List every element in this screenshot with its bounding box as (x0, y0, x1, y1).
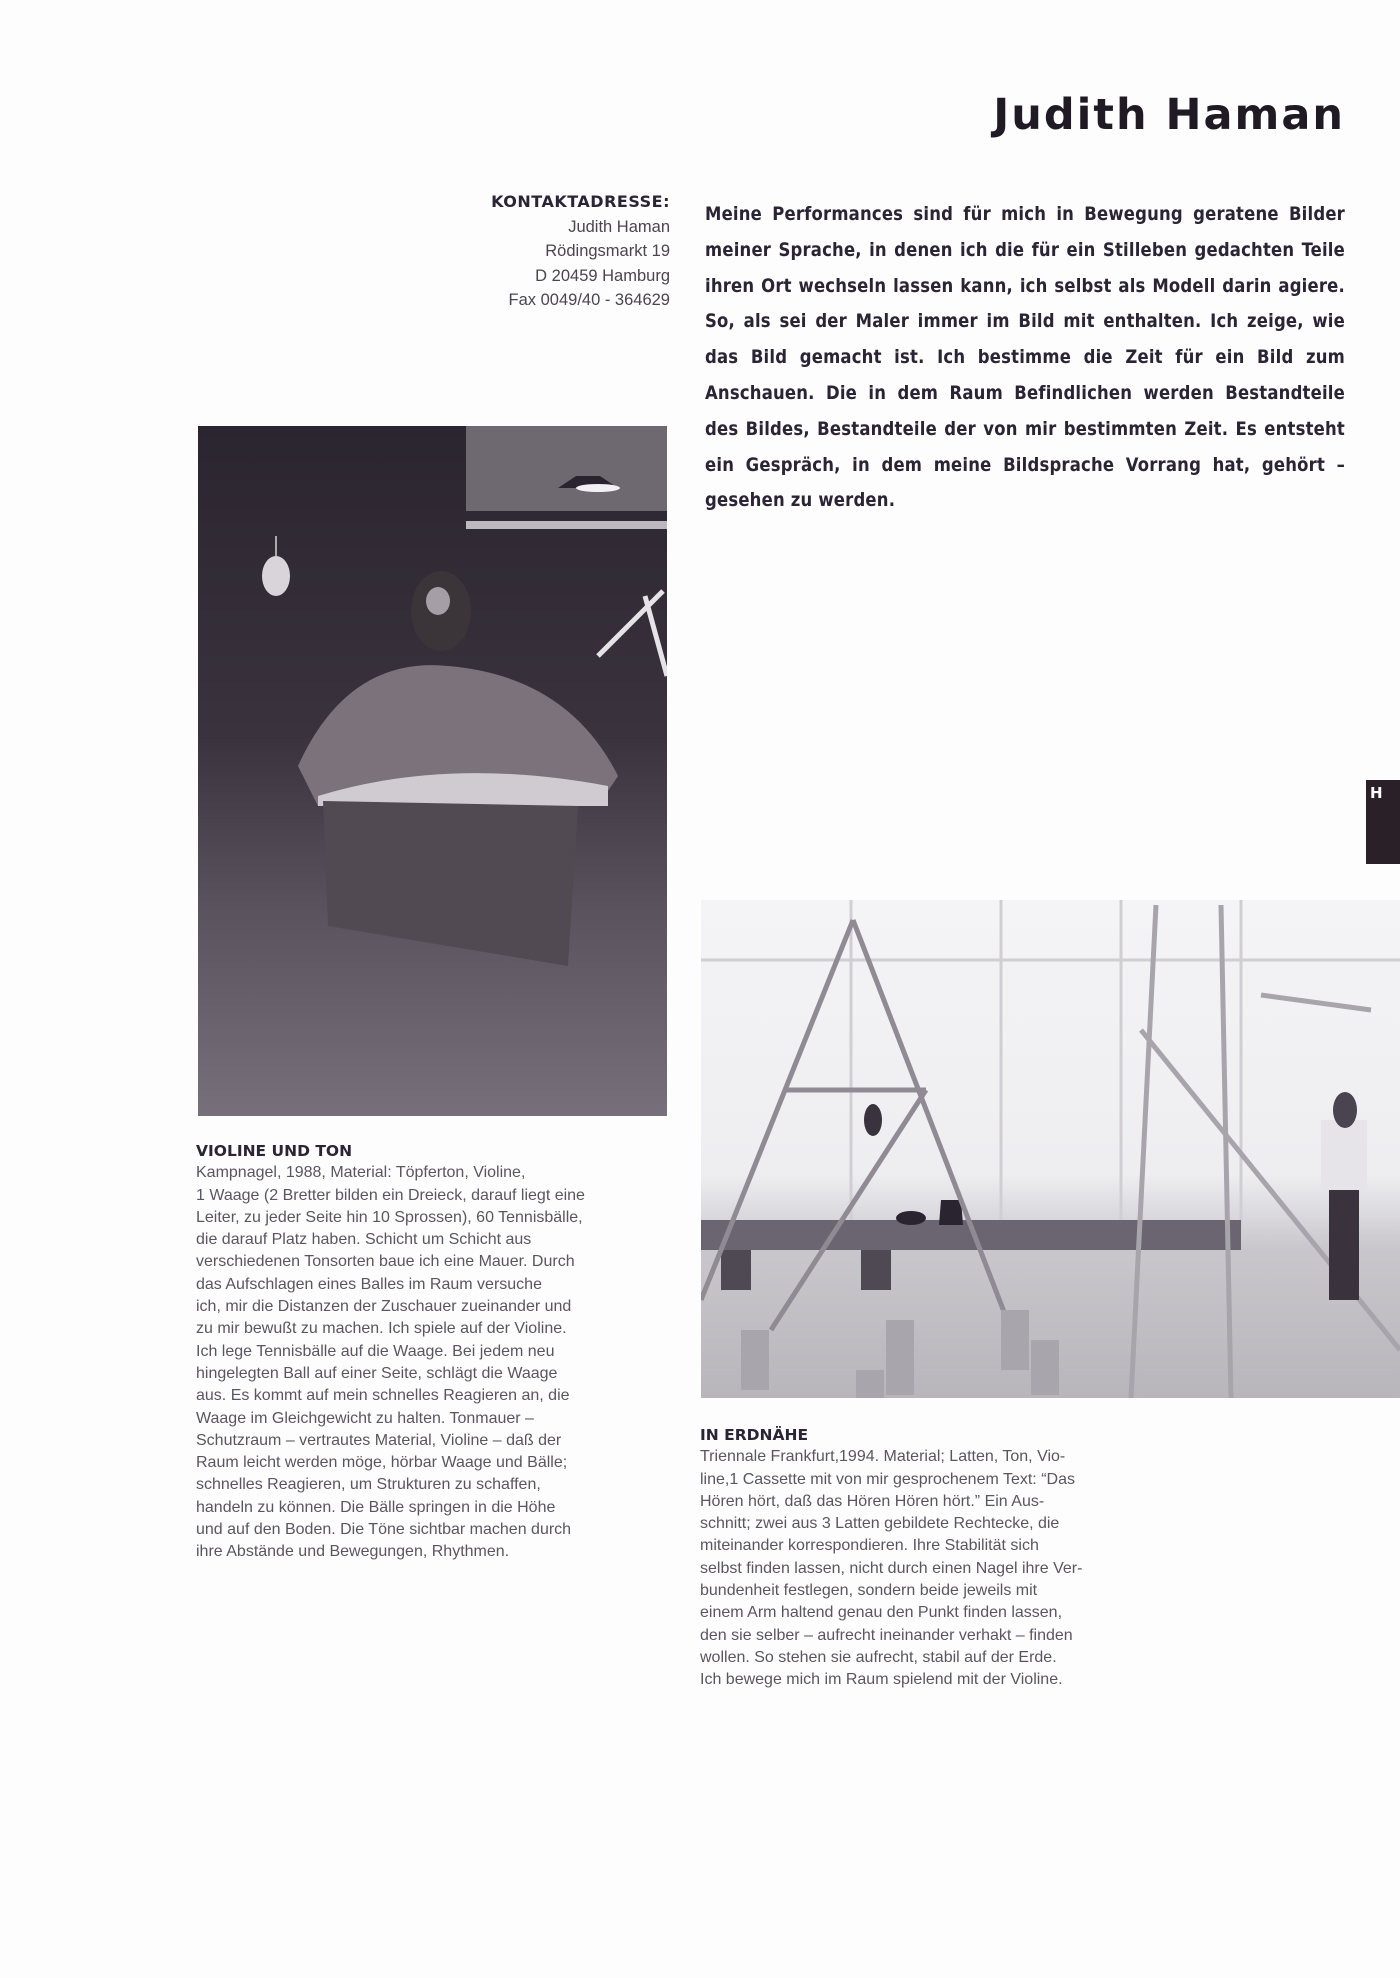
bowl-icon (896, 1211, 926, 1225)
contact-name: Judith Haman (568, 217, 670, 236)
performer-face (426, 587, 450, 615)
intro-statement (705, 197, 1345, 519)
clay-pillars (741, 1310, 1059, 1398)
caption-line: Kampnagel, 1988, Material: Töpferton, Violine, (196, 1164, 526, 1182)
caption-line: und auf den Boden. Die Töne sichtbar machen durch (196, 1521, 572, 1539)
violin-icon (262, 556, 290, 596)
bench-leg (721, 1250, 751, 1290)
contact-address (370, 190, 670, 313)
caption-line: das Aufschlagen eines Balles im Raum versuche (196, 1275, 542, 1293)
caption-line: einem Arm haltend genau den Punkt finden lassen, (700, 1604, 1063, 1622)
bench-leg (861, 1250, 891, 1290)
caption-line: Hören hört, daß das Hören Hören hört.” Ein Aus- (700, 1492, 1045, 1510)
caption-in-erdnaehe (700, 1424, 1180, 1692)
caption-line: Raum leicht werden möge, hörbar Waage und Bälle; (196, 1454, 568, 1472)
performer-shirt (1321, 1120, 1367, 1190)
caption-line: Triennale Frankfurt,1994. Material; Latten, Ton, Vio- (700, 1448, 1066, 1466)
caption-line: Schutzraum – vertrautes Material, Violine – daß der (196, 1431, 562, 1449)
caption-line: handeln zu können. Die Bälle springen in die Höhe (196, 1498, 556, 1516)
caption-line: hingelegten Ball auf einer Seite, schlägt die Waage (196, 1364, 558, 1382)
caption-line: schnelles Reagieren, um Strukturen zu schaffen, (196, 1476, 541, 1494)
caption-line: schnitt; zwei aus 3 Latten gebildete Rechtecke, die (700, 1515, 1060, 1533)
section-tab-marker (1366, 780, 1400, 864)
caption-line: wollen. So stehen sie aufrecht, stabil auf der Erde. (700, 1648, 1057, 1666)
caption-line: selbst finden lassen, nicht durch einen Nagel ihre Ver- (700, 1559, 1083, 1577)
performer-figure (1329, 1180, 1359, 1300)
caption-line: Ich lege Tennisbälle auf die Waage. Bei jedem neu (196, 1342, 555, 1360)
caption-line: bundenheit festlegen, sondern beide jeweils mit (700, 1582, 1038, 1600)
caption-line: 1 Waage (2 Bretter bilden ein Dreieck, darauf liegt eine (196, 1186, 585, 1204)
wooden-box (323, 801, 578, 966)
contact-city: D 20459 Hamburg (535, 266, 670, 285)
caption-line: ich, mir die Distanzen der Zuschauer zueinander und (196, 1298, 572, 1316)
contact-fax: Fax 0049/40 - 364629 (508, 291, 670, 309)
caption-line: miteinander korrespondieren. Ihre Stabilität sich (700, 1537, 1039, 1555)
contact-street: Rödingsmarkt 19 (545, 242, 670, 260)
window-frames (701, 900, 1400, 1240)
lamp-light (576, 484, 620, 492)
photo-in-erdnaehe-illustration (701, 900, 1400, 1398)
caption-violine-und-ton (196, 1140, 676, 1564)
violin-icon (864, 1104, 882, 1136)
caption-line: Waage im Gleichgewicht zu halten. Tonmauer – (196, 1409, 534, 1427)
caption-line: line,1 Cassette mit von mir gesprochenem Text: “Das (700, 1470, 1075, 1488)
photo-violine-und-ton-illustration (198, 426, 667, 1116)
section-tab-letter: H (1370, 784, 1383, 802)
back-window (466, 426, 667, 511)
caption-line: zu mir bewußt zu machen. Ich spiele auf der Violine. (196, 1320, 567, 1338)
work-title: IN ERDNÄHE (700, 1426, 809, 1444)
caption-line: die darauf Platz haben. Schicht um Schicht aus (196, 1231, 532, 1249)
page-title: Judith Haman (993, 90, 1345, 140)
window-sill (466, 521, 667, 529)
caption-line: den sie selber – aufrecht ineinander verhakt – finden (700, 1626, 1073, 1644)
jug-icon (939, 1200, 963, 1225)
photo-in-erdnaehe (701, 900, 1400, 1398)
performer-head (1333, 1092, 1357, 1128)
photo-violine-und-ton (198, 426, 667, 1116)
caption-line: aus. Es kommt auf mein schnelles Reagieren an, die (196, 1387, 570, 1405)
work-title: VIOLINE UND TON (196, 1142, 353, 1160)
caption-line: ihre Abstände und Bewegungen, Rhythmen. (196, 1543, 510, 1561)
lath-stand-leg (645, 596, 667, 676)
caption-line: verschiedenen Tonsorten baue ich eine Mauer. Durch (196, 1253, 575, 1271)
caption-line: Ich bewege mich im Raum spielend mit der Violine. (700, 1671, 1063, 1689)
caption-line: Leiter, zu jeder Seite hin 10 Sprossen), 60 Tennisbälle, (196, 1208, 583, 1226)
intro-text: Meine Performances sind für mich in Bewegung geratene Bilder meiner Sprache, in denen ich die für ein Stilleben gedachten Teile ihren Ort wechseln lassen kann, ich selbst als Modell darin agiere. So, als sei der Maler immer im Bild mit enthalten. Ich zeige, wie das Bild gemacht ist. Ich bestimme die Zeit für ein Bild zum Anschauen. Die in dem Raum Befindlichen werden Bestandteile des Bildes, Bestandteile der von mir bestimmten Zeit. Es entsteht ein Gespräch, in dem meine Bildsprache Vorrang hat, gehört – gesehen zu werden. (705, 204, 1345, 512)
contact-label: KONTAKTADRESSE: (491, 192, 670, 211)
